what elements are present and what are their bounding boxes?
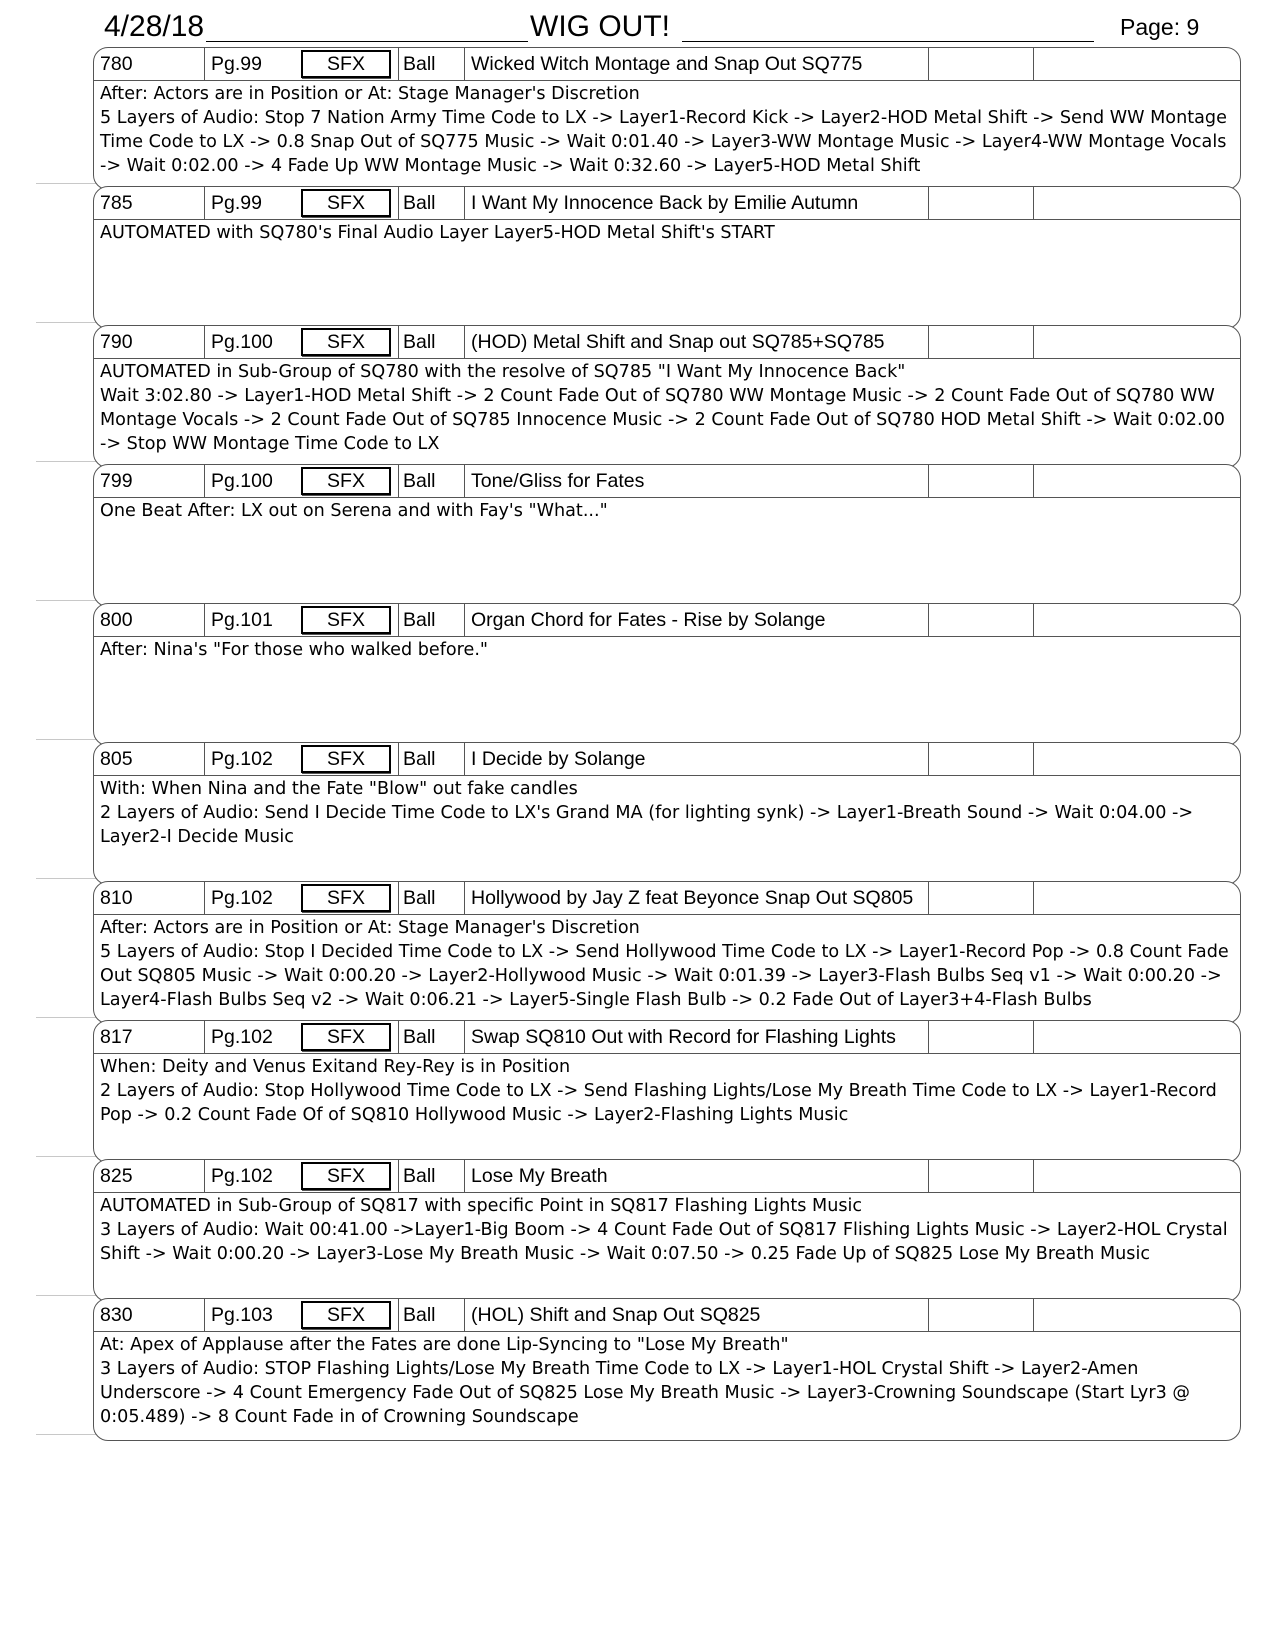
cue-empty-field-1	[928, 604, 1033, 636]
cue-notes	[100, 360, 1232, 456]
cue-card	[93, 1298, 1241, 1441]
cue-empty-field-1	[928, 1021, 1033, 1053]
cue-department	[301, 465, 391, 497]
cue-notes	[100, 1333, 1232, 1429]
cue-department-label: SFX	[301, 606, 391, 634]
cue-card	[93, 742, 1241, 885]
cue-number: 785	[100, 192, 133, 214]
cue-header-row	[94, 187, 1240, 220]
cue-note-line: After: Actors are in Position or At: Stage Manager's Discretion	[100, 84, 640, 104]
cue-department-label: SFX	[301, 1162, 391, 1190]
cue-note-line: At: Apex of Applause after the Fates are done Lip-Syncing to "Lose My Breath"	[100, 1335, 789, 1355]
page-header	[104, 8, 1244, 44]
cue-note-line: 5 Layers of Audio: Stop I Decided Time Code to LX -> Send Hollywood Time Code to LX -> Layer1-Record Pop -> 0.8 Count Fade Out SQ805 Music -> Wait 0:00.20 -> Layer2-Hollywood Music -> Wait 0:01.39 -> Layer3-Flash Bulbs Seq v1 -> Wait 0:00.20 -> Layer4-Flash Bulbs Seq v2 -> Wait 0:06.21 -> Layer5-Single Flash Bulb -> 0.2 Fade Out of Layer3+4-Flash Bulbs	[100, 942, 1229, 1010]
cue-note-line: After: Nina's "For those who walked before."	[100, 640, 489, 660]
cue-number: 800	[100, 609, 133, 631]
cue-department	[301, 743, 391, 775]
cue-department-label: SFX	[301, 189, 391, 217]
cue-notes	[100, 221, 1232, 245]
cue-card	[93, 464, 1241, 607]
cue-header-row	[94, 465, 1240, 498]
cue-empty-field-1	[928, 1160, 1033, 1192]
cue-department	[301, 326, 391, 358]
cue-empty-field-2	[1033, 1021, 1240, 1053]
cue-empty-field-2	[1033, 465, 1240, 497]
cue-header-row	[94, 1299, 1240, 1332]
cue-empty-field-1	[928, 882, 1033, 914]
cue-department-label: SFX	[301, 1023, 391, 1051]
cue-department	[301, 187, 391, 219]
cue-location: Ball	[398, 604, 465, 636]
cue-script-page: Pg.102	[204, 1021, 301, 1053]
cue-notes	[100, 1055, 1232, 1127]
cue-department	[301, 882, 391, 914]
cue-number: 780	[100, 53, 133, 75]
cue-empty-field-2	[1033, 1160, 1240, 1192]
cue-note-line: AUTOMATED with SQ780's Final Audio Layer Layer5-HOD Metal Shift's START	[100, 223, 775, 243]
cue-description: I Want My Innocence Back by Emilie Autumn	[464, 187, 929, 219]
cue-department	[301, 1021, 391, 1053]
cue-header-row	[94, 743, 1240, 776]
cue-location: Ball	[398, 882, 465, 914]
cue-empty-field-1	[928, 326, 1033, 358]
cue-location: Ball	[398, 465, 465, 497]
cue-note-line: 2 Layers of Audio: Stop Hollywood Time Code to LX -> Send Flashing Lights/Lose My Breath Time Code to LX -> Layer1-Record Pop -> 0.2 Count Fade Of of SQ810 Hollywood Music -> Layer2-Flashing Lights Music	[100, 1081, 1217, 1125]
cue-empty-field-2	[1033, 1299, 1240, 1331]
cue-number: 830	[100, 1304, 133, 1326]
cue-notes	[100, 1194, 1232, 1266]
cue-script-page: Pg.102	[204, 743, 301, 775]
cue-notes	[100, 82, 1232, 178]
cue-empty-field-2	[1033, 48, 1240, 80]
cue-empty-field-2	[1033, 882, 1240, 914]
cue-location: Ball	[398, 743, 465, 775]
cue-note-line: 5 Layers of Audio: Stop 7 Nation Army Time Code to LX -> Layer1-Record Kick -> Layer2-HOD Metal Shift -> Send WW Montage Time Code to LX -> 0.8 Snap Out of SQ775 Music -> Wait 0:01.40 -> Layer3-WW Montage Music -> Layer4-WW Montage Vocals -> Wait 0:02.00 -> 4 Fade Up WW Montage Music -> Wait 0:32.60 -> Layer5-HOD Metal Shift	[100, 108, 1227, 176]
cue-note-line: AUTOMATED in Sub-Group of SQ780 with the resolve of SQ785 "I Want My Innocence Back"	[100, 362, 906, 382]
cue-department-label: SFX	[301, 745, 391, 773]
cue-number: 817	[100, 1026, 133, 1048]
cue-note-line: Wait 3:02.80 -> Layer1-HOD Metal Shift -> 2 Count Fade Out of SQ780 WW Montage Music -> 2 Count Fade Out of SQ780 WW Montage Vocals -> 2 Count Fade Out of SQ785 Innocence Music -> 2 Count Fade Out of SQ780 HOD Metal Shift -> Wait 0:02.00 -> Stop WW Montage Time Code to LX	[100, 386, 1225, 454]
cue-number: 799	[100, 470, 133, 492]
cue-header-row	[94, 1021, 1240, 1054]
cue-note-line: One Beat After: LX out on Serena and with Fay's "What..."	[100, 501, 608, 521]
cue-location: Ball	[398, 1021, 465, 1053]
cue-department-label: SFX	[301, 467, 391, 495]
cue-description: (HOL) Shift and Snap Out SQ825	[464, 1299, 929, 1331]
cue-empty-field-1	[928, 743, 1033, 775]
cue-script-page: Pg.99	[204, 48, 301, 80]
cue-card	[93, 186, 1241, 329]
cue-empty-field-2	[1033, 326, 1240, 358]
cue-description: Hollywood by Jay Z feat Beyonce Snap Out SQ805	[464, 882, 929, 914]
cue-description: (HOD) Metal Shift and Snap out SQ785+SQ785	[464, 326, 929, 358]
cue-description: Lose My Breath	[464, 1160, 929, 1192]
cue-header-row	[94, 882, 1240, 915]
cue-card	[93, 325, 1241, 468]
cue-empty-field-1	[928, 465, 1033, 497]
cue-note-line: With: When Nina and the Fate "Blow" out fake candles	[100, 779, 578, 799]
cue-department	[301, 1160, 391, 1192]
cue-script-page: Pg.100	[204, 326, 301, 358]
cue-notes	[100, 916, 1232, 1012]
cue-empty-field-1	[928, 48, 1033, 80]
header-date: 4/28/18	[104, 10, 205, 43]
cue-department-label: SFX	[301, 50, 391, 78]
cue-note-line: After: Actors are in Position or At: Stage Manager's Discretion	[100, 918, 640, 938]
cue-location: Ball	[398, 326, 465, 358]
cue-empty-field-1	[928, 187, 1033, 219]
cue-location: Ball	[398, 187, 465, 219]
cue-notes	[100, 777, 1232, 849]
header-rule-right	[682, 41, 1094, 42]
cue-header-row	[94, 1160, 1240, 1193]
cue-card	[93, 603, 1241, 746]
cue-empty-field-1	[928, 1299, 1033, 1331]
cue-empty-field-2	[1033, 187, 1240, 219]
cue-description: Swap SQ810 Out with Record for Flashing Lights	[464, 1021, 929, 1053]
cue-card	[93, 1020, 1241, 1163]
cue-location: Ball	[398, 1160, 465, 1192]
cue-department	[301, 604, 391, 636]
cue-number: 825	[100, 1165, 133, 1187]
cue-location: Ball	[398, 1299, 465, 1331]
cue-header-row	[94, 326, 1240, 359]
cue-script-page: Pg.102	[204, 1160, 301, 1192]
cue-number: 790	[100, 331, 133, 353]
cue-note-line: 2 Layers of Audio: Send I Decide Time Code to LX's Grand MA (for lighting synk) -> Layer1-Breath Sound -> Wait 0:04.00 -> Layer2-I Decide Music	[100, 803, 1194, 847]
cue-note-line: 3 Layers of Audio: Wait 00:41.00 ->Layer1-Big Boom -> 4 Count Fade Out of SQ817 Flishing Lights Music -> Layer2-HOL Crystal Shift -> Wait 0:00.20 -> Layer3-Lose My Breath Music -> Wait 0:07.50 -> 0.25 Fade Up of SQ825 Lose My Breath Music	[100, 1220, 1228, 1264]
header-page-number: Page: 9	[1120, 14, 1200, 40]
cue-number: 810	[100, 887, 133, 909]
cue-location: Ball	[398, 48, 465, 80]
header-title: WIG OUT!	[530, 10, 670, 43]
cue-description: I Decide by Solange	[464, 743, 929, 775]
cue-script-page: Pg.103	[204, 1299, 301, 1331]
cue-empty-field-2	[1033, 604, 1240, 636]
cue-department-label: SFX	[301, 1301, 391, 1329]
cue-description: Organ Chord for Fates - Rise by Solange	[464, 604, 929, 636]
cue-description: Wicked Witch Montage and Snap Out SQ775	[464, 48, 929, 80]
cue-department-label: SFX	[301, 884, 391, 912]
cue-empty-field-2	[1033, 743, 1240, 775]
cue-card	[93, 1159, 1241, 1302]
cue-department-label: SFX	[301, 328, 391, 356]
cue-note-line: AUTOMATED in Sub-Group of SQ817 with specific Point in SQ817 Flashing Lights Music	[100, 1196, 863, 1216]
cue-card	[93, 881, 1241, 1024]
cue-card	[93, 47, 1241, 190]
cue-department	[301, 48, 391, 80]
cue-script-page: Pg.100	[204, 465, 301, 497]
cue-note-line: 3 Layers of Audio: STOP Flashing Lights/Lose My Breath Time Code to LX -> Layer1-HOL Crystal Shift -> Layer2-Amen Underscore -> 4 Count Emergency Fade Out of SQ825 Lose My Breath Music -> Layer3-Crowning Soundscape (Start Lyr3 @ 0:05.489) -> 8 Count Fade in of Crowning Soundscape	[100, 1359, 1190, 1427]
cue-notes	[100, 638, 1232, 662]
cue-script-page: Pg.101	[204, 604, 301, 636]
cue-department	[301, 1299, 391, 1331]
header-rule-left	[206, 41, 528, 42]
cue-notes	[100, 499, 1232, 523]
cue-script-page: Pg.102	[204, 882, 301, 914]
cue-description: Tone/Gliss for Fates	[464, 465, 929, 497]
cue-number: 805	[100, 748, 133, 770]
cue-note-line: When: Deity and Venus Exitand Rey-Rey is in Position	[100, 1057, 571, 1077]
cue-header-row	[94, 604, 1240, 637]
cue-header-row	[94, 48, 1240, 81]
cue-script-page: Pg.99	[204, 187, 301, 219]
